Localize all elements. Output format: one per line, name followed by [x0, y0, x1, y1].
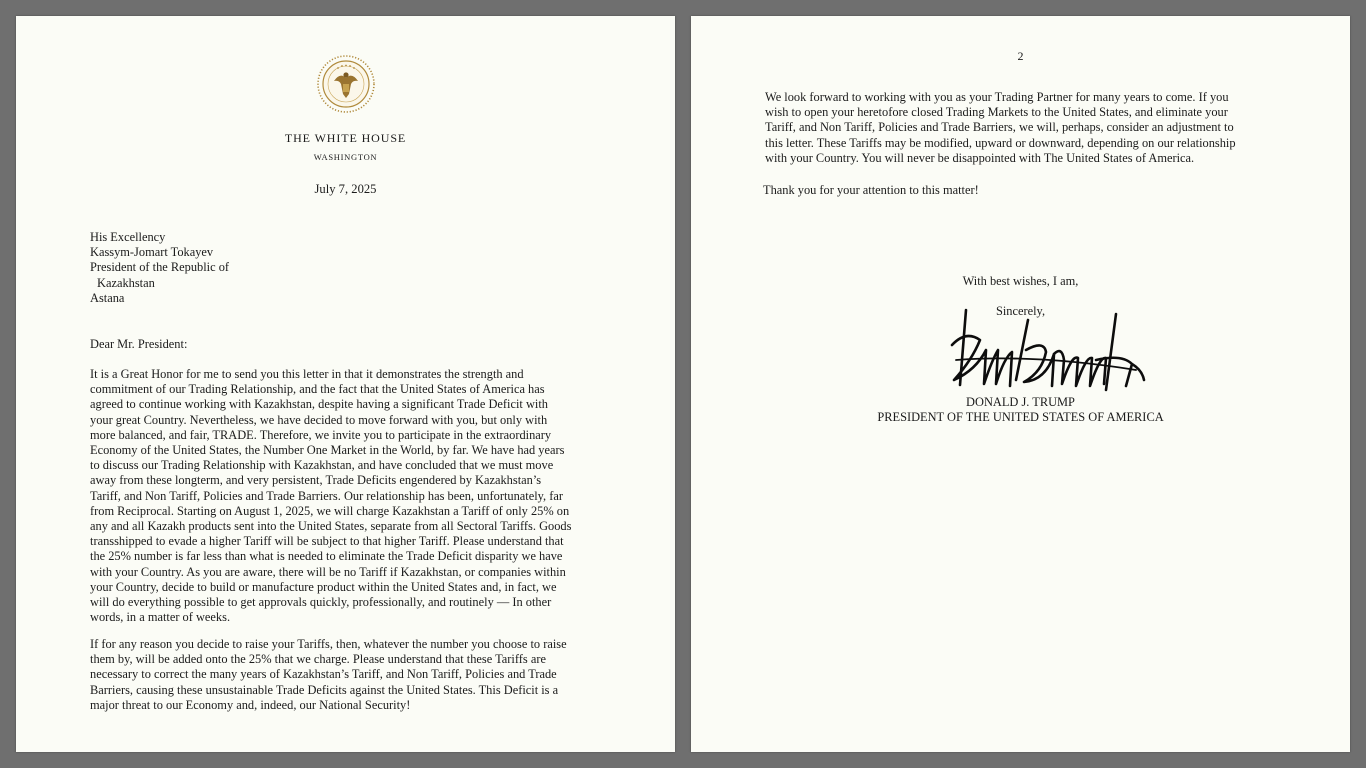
- text-line: If for any reason you decide to raise your Tariffs, then, whatever the number you choose to raise: [90, 637, 567, 651]
- text-line: this letter. These Tariffs may be modified, upward or downward, depending on our relationship: [765, 135, 1236, 150]
- text-line: transshipped to evade a higher Tariff will be subject to that higher Tariff. Please understand that: [90, 534, 564, 549]
- text-line: Barriers, causing these unsustainable Trade Deficits against the United States. This Deficit is a: [90, 682, 559, 697]
- text-line: the 25% number is far less than what is needed to eliminate the Trade Deficit disparity we have: [90, 549, 563, 564]
- handwritten-signature-icon: [946, 300, 1156, 400]
- text-line: commitment of our Trading Relationship, and the fact that the United States of America has: [90, 382, 545, 397]
- text-line: with your Country. You will never be disappointed with The United States of America.: [765, 150, 1195, 165]
- text-line: major threat to our Economy and, indeed, our National Security!: [90, 697, 411, 712]
- letter-page-2: [691, 16, 1350, 752]
- recipient-line: His Excellency: [90, 230, 166, 244]
- text-line: from Reciprocal. Starting on August 1, 2025, we will charge Kazakhstan a Tariff of only 25% on: [90, 503, 570, 518]
- text-line: to discuss our Trading Relationship with Kazakhstan, and have concluded that we must move: [90, 458, 554, 473]
- text-line: We look forward to working with you as your Trading Partner for many years to come. If you: [765, 90, 1229, 104]
- recipient-line: Astana: [90, 290, 125, 305]
- letterhead-city: WASHINGTON: [313, 152, 378, 162]
- text-line: agreed to continue working with Kazakhstan, despite having a significant Trade Deficit with: [90, 397, 548, 412]
- text-line: any and all Kazakh products sent into the United States, separate from all Sectoral Tariffs. Goods: [90, 519, 572, 534]
- text-line: Economy of the United States, the Number One Market in the World, by far. We have had years: [90, 443, 565, 458]
- text-line: your great Country. Nevertheless, we have decided to move forward with you, but only with: [90, 412, 548, 427]
- text-line: wish to open your heretofore closed Trading Markets to the United States, and eliminate your: [765, 105, 1228, 120]
- text-line: words, in a matter of weeks.: [90, 610, 231, 625]
- salutation: Dear Mr. President:: [90, 337, 188, 351]
- text-line: Tariff, and Non Tariff, Policies and Trade Barriers. Our relationship has been, unfortunately, far: [90, 488, 563, 503]
- letter-date: July 7, 2025: [314, 182, 377, 196]
- text-line: more balanced, and fair, TRADE. Therefore, we invite you to participate in the extraordinary: [90, 427, 552, 442]
- signer-name: DONALD J. TRUMP: [966, 395, 1075, 409]
- text-line: away from these longterm, and very persistent, Trade Deficits engendered by Kazakhstan’s: [90, 473, 542, 488]
- page-number: 2: [1017, 49, 1024, 63]
- text-line: It is a Great Honor for me to send you this letter in that it demonstrates the strength and: [90, 367, 524, 381]
- text-line: with your Country. As you are aware, there will be no Tariff if Kazakhstan, or companies within: [90, 564, 566, 579]
- text-line: them by, will be added onto the 25% that we charge. Please understand that these Tariffs are: [90, 652, 546, 667]
- signer-title: PRESIDENT OF THE UNITED STATES OF AMERICA: [877, 410, 1164, 424]
- recipient-line: Kazakhstan: [97, 275, 155, 290]
- thank-you-line: Thank you for your attention to this matter!: [763, 183, 979, 197]
- text-line: necessary to correct the many years of Kazakhstan’s Tariff, and Non Tariff, Policies and Trade: [90, 667, 557, 682]
- text-line: will do everything possible to get approvals quickly, professionally, and routinely — In other: [90, 595, 552, 610]
- recipient-address: [90, 230, 229, 306]
- letter-page-1: [16, 16, 675, 752]
- closing-line: With best wishes, I am,: [962, 274, 1079, 288]
- presidential-seal-icon: [316, 54, 376, 114]
- recipient-line: President of the Republic of: [90, 260, 230, 275]
- body-paragraph-1: [90, 367, 610, 625]
- recipient-line: Kassym-Jomart Tokayev: [90, 245, 214, 260]
- body-paragraph-2: [90, 637, 610, 713]
- text-line: your Country, decide to build or manufacture product within the United States and, in fact, we: [90, 579, 557, 594]
- body-paragraph-3: [765, 90, 1285, 166]
- letterhead-title: THE WHITE HOUSE: [284, 131, 407, 145]
- text-line: Tariff, and Non Tariff, Policies and Trade Barriers, we will, perhaps, consider an adjustment to: [765, 120, 1234, 135]
- sincerely-line: Sincerely,: [995, 304, 1046, 318]
